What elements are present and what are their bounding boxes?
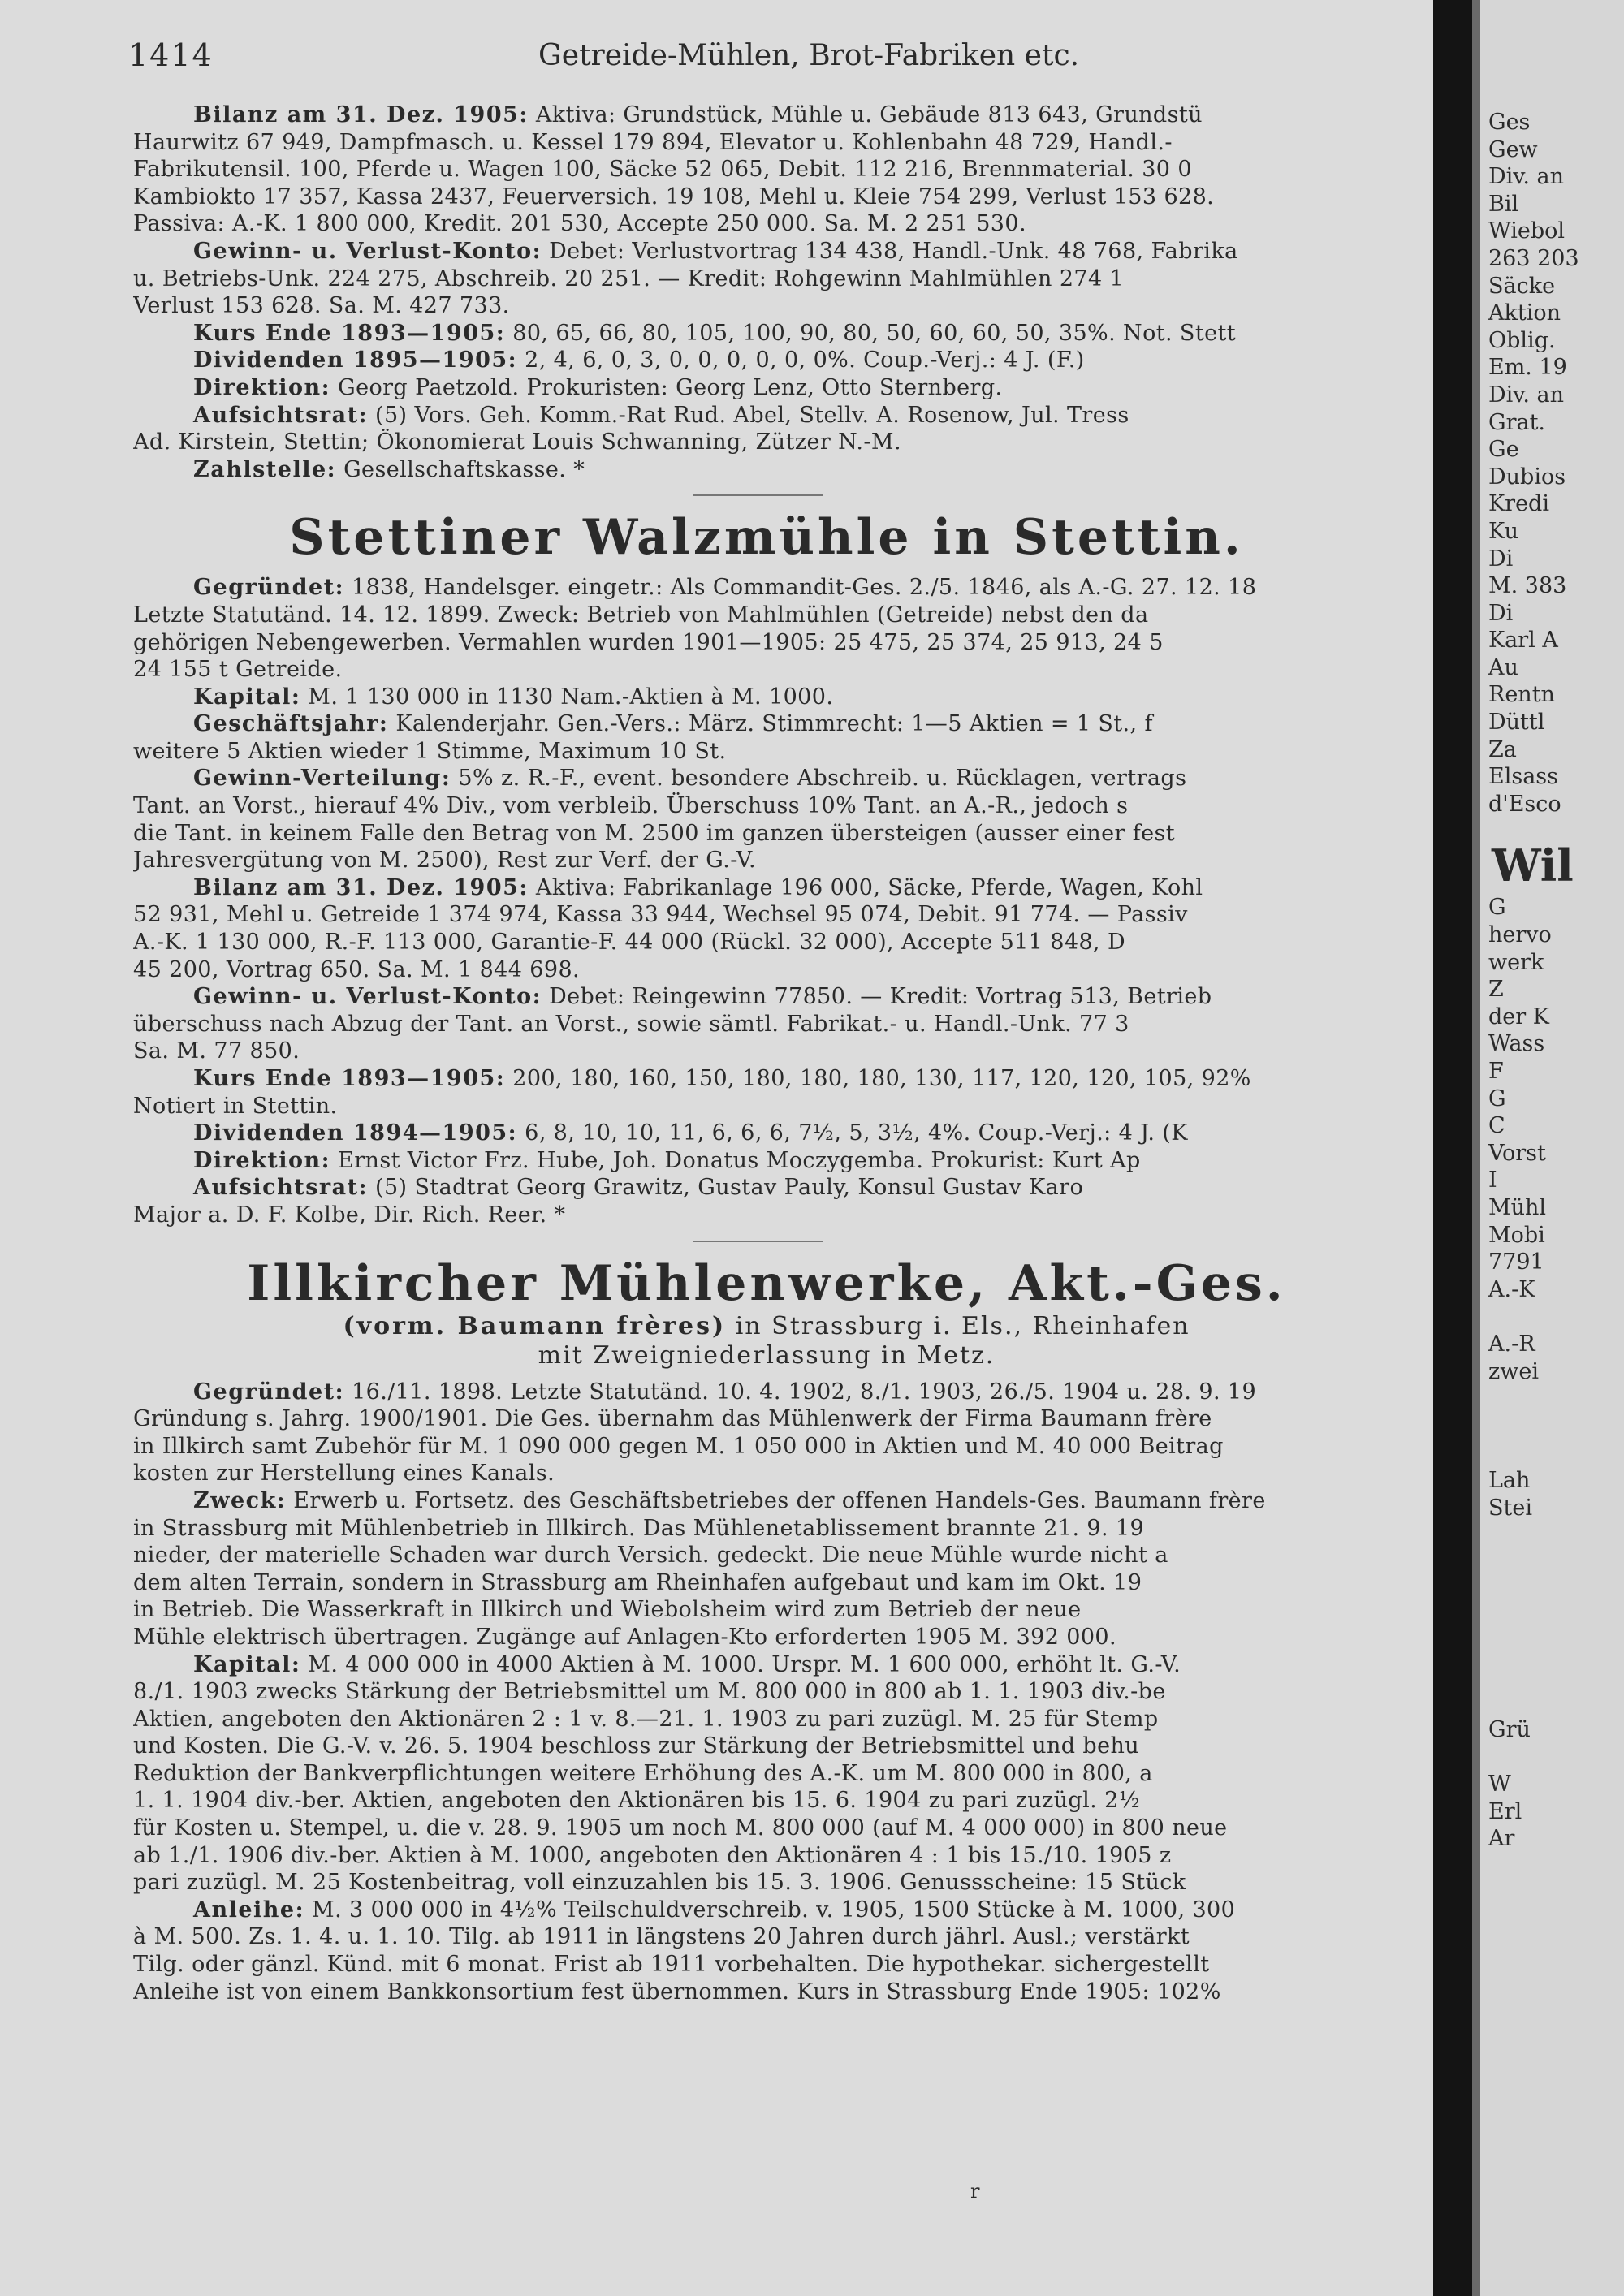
right-page-line: A.-K <box>1488 1276 1535 1302</box>
text-line <box>133 292 1400 320</box>
field-text: (5) Vors. Geh. Komm.-Rat Rud. Abel, Stellv. A. Rosenow, Jul. Tress <box>368 402 1129 428</box>
right-page-line: der K <box>1488 1003 1549 1029</box>
field-label: Aufsichtsrat: <box>193 1175 369 1201</box>
field-text: überschuss nach Abzug der Tant. an Vorst., sowie sämtl. Fabrikat.- u. Handl.-Unk. 77 3 <box>133 1011 1129 1037</box>
right-page-line: werk <box>1488 949 1544 975</box>
text-line <box>133 956 1400 984</box>
right-page-line <box>1480 1744 1624 1772</box>
text-line <box>133 820 1400 848</box>
field-text: Aktiva: Fabrikanlage 196 000, Säcke, Pferde, Wagen, Kohl <box>528 874 1203 900</box>
text-line <box>133 1815 1400 1842</box>
field-label: Gewinn- u. Verlust-Konto: <box>193 984 542 1010</box>
right-page-line <box>1480 1439 1624 1467</box>
text-line <box>133 1787 1400 1815</box>
right-page-line: Em. 19 <box>1488 355 1567 381</box>
right-page-line: G <box>1488 1085 1506 1111</box>
field-text: A.-K. 1 130 000, R.-F. 113 000, Garantie-F. 44 000 (Rückl. 32 000), Accepte 511 848, D <box>133 930 1126 956</box>
right-page-line: G <box>1488 895 1506 921</box>
page-header <box>128 37 1419 78</box>
text-line <box>133 1515 1400 1543</box>
field-text: 5% z. R.-F., event. besondere Abschreib. u. Rücklagen, vertrags <box>451 766 1187 792</box>
right-page-line: Säcke <box>1488 273 1556 299</box>
field-text: Tant. an Vorst., hierauf 4% Div., vom verbleib. Überschuss 10% Tant. an A.-R., jedoch s <box>133 793 1129 819</box>
right-page-line: Ges <box>1488 110 1531 135</box>
field-text: kosten zur Herstellung eines Kanals. <box>133 1461 555 1487</box>
field-text: Kambiokto 17 357, Kassa 2437, Feuerversich. 19 108, Mehl u. Kleie 754 299, Verlust 153 628. <box>133 183 1215 209</box>
text-line <box>133 1678 1400 1706</box>
field-text: 200, 180, 160, 150, 180, 180, 180, 130, 117, 120, 120, 105, 92% <box>505 1066 1251 1091</box>
text-line <box>133 156 1400 183</box>
field-text: Georg Paetzold. Prokuristen: Georg Lenz, Otto Sternberg. <box>330 374 1003 400</box>
text-line <box>133 684 1400 711</box>
right-page-line: Ar <box>1488 1826 1515 1852</box>
field-label: Zahlstelle: <box>193 456 337 482</box>
company-branch: mit Zweigniederlassung in Metz. <box>538 1340 996 1370</box>
text-line <box>133 347 1400 374</box>
field-text: Sa. M. 77 850. <box>133 1038 300 1064</box>
text-line <box>133 1760 1400 1788</box>
text-line <box>133 1011 1400 1038</box>
text-line <box>133 1842 1400 1870</box>
text-line <box>133 1897 1400 1924</box>
right-page-line <box>1480 1413 1624 1440</box>
field-text: ab 1./1. 1906 div.-ber. Aktien à M. 1000, angeboten den Aktionären 4 : 1 bis 15./10. 1905 z <box>133 1842 1172 1868</box>
page-number: 1414 <box>128 37 214 73</box>
text-line <box>133 1706 1400 1733</box>
entry-stettiner-walzmuehle <box>133 574 1400 1228</box>
right-page-line: Grat. <box>1488 409 1546 435</box>
right-page-line: A.-R <box>1488 1331 1535 1357</box>
right-page-line: Mühl <box>1488 1194 1547 1220</box>
right-page-fragment <box>1480 0 1624 2296</box>
field-label: Kurs Ende 1893—1905: <box>193 320 506 346</box>
text-line <box>133 602 1400 629</box>
field-label: Kapital: <box>193 684 301 710</box>
right-page-heading <box>1480 837 1624 894</box>
entry-illkircher-muehlenwerke <box>133 1379 1400 2006</box>
text-line <box>133 874 1400 902</box>
text-line <box>133 1951 1400 1979</box>
field-text: Mühle elektrisch übertragen. Zugänge auf Anlagen-Kto erforderten 1905 M. 392 000. <box>133 1624 1116 1650</box>
text-line <box>133 129 1400 157</box>
text-column <box>133 101 1400 2005</box>
field-text: gehörigen Nebengewerben. Vermahlen wurden 1901—1905: 25 475, 25 374, 25 913, 24 5 <box>133 629 1164 655</box>
field-text: Jahresvergütung von M. 2500), Rest zur Verf. der G.-V. <box>133 848 756 874</box>
text-line <box>133 901 1400 929</box>
text-line <box>133 1433 1400 1461</box>
right-page-heading-text: Wil <box>1492 839 1574 892</box>
right-page-line: Di <box>1488 546 1514 572</box>
field-text: Debet: Reingewinn 77850. — Kredit: Vortrag 513, Betrieb <box>542 984 1212 1010</box>
right-page-line: Wiebol <box>1488 218 1566 244</box>
field-text: 8./1. 1903 zwecks Stärkung der Betriebsmittel um M. 800 000 in 800 ab 1. 1. 1903 div.-be <box>133 1679 1166 1705</box>
right-page-line: Vorst <box>1488 1140 1546 1166</box>
field-label: Geschäftsjahr: <box>193 711 389 737</box>
text-line <box>133 101 1400 129</box>
field-label: Gegründet: <box>193 575 345 601</box>
right-page-line: Mobi <box>1488 1222 1545 1248</box>
field-text: à M. 500. Zs. 1. 4. u. 1. 10. Tilg. ab 1911 in längstens 20 Jahren durch jährl. Ausl.; verstärkt <box>133 1924 1190 1950</box>
field-text: M. 3 000 000 in 4½% Teilschuldverschreib. v. 1905, 1500 Stücke à M. 1000, 300 <box>304 1897 1236 1923</box>
field-text: Ad. Kirstein, Stettin; Ökonomierat Louis Schwanning, Zützer N.-M. <box>133 429 901 455</box>
text-line <box>133 210 1400 238</box>
text-line <box>133 1569 1400 1597</box>
text-line <box>133 656 1400 684</box>
right-page-line: Dubios <box>1488 464 1566 490</box>
right-page-line: Wass <box>1488 1031 1545 1057</box>
right-page-lines-bottom <box>1480 1716 1624 1853</box>
text-line <box>133 456 1400 484</box>
book-gutter <box>1433 0 1472 2296</box>
section-divider <box>693 1241 823 1242</box>
field-text: Gesellschaftskasse. * <box>336 456 585 482</box>
text-line <box>133 238 1400 265</box>
right-page-line: Aktion <box>1488 300 1561 326</box>
field-text: 45 200, Vortrag 650. Sa. M. 1 844 698. <box>133 956 581 982</box>
text-line <box>133 402 1400 429</box>
text-line <box>133 429 1400 456</box>
right-page-line: F <box>1488 1059 1504 1084</box>
field-text: 52 931, Mehl u. Getreide 1 374 974, Kassa 33 944, Wechsel 95 074, Debit. 91 774. — Passiv <box>133 902 1188 928</box>
field-text: 80, 65, 66, 80, 105, 100, 90, 80, 50, 60, 60, 50, 35%. Not. Stett <box>505 320 1236 346</box>
field-text: 2, 4, 6, 0, 3, 0, 0, 0, 0, 0, 0%. Coup.-Verj.: 4 J. (F.) <box>517 347 1085 373</box>
field-text: Anleihe ist von einem Bankkonsortium fest übernommen. Kurs in Strassburg Ende 1905: 102% <box>133 1979 1221 2005</box>
text-line <box>133 574 1400 602</box>
right-page-line: Erl <box>1488 1798 1522 1824</box>
field-text: Ernst Victor Frz. Hube, Joh. Donatus Moczygemba. Prokurist: Kurt Ap <box>330 1147 1141 1173</box>
field-text: M. 1 130 000 in 1130 Nam.-Aktien à M. 1000. <box>300 684 834 710</box>
text-line <box>133 1624 1400 1651</box>
field-text: dem alten Terrain, sondern in Strassburg am Rheinhafen aufgebaut und kam im Okt. 19 <box>133 1569 1142 1595</box>
section-divider <box>693 494 823 496</box>
text-line <box>133 1202 1400 1229</box>
field-text: Kalenderjahr. Gen.-Vers.: März. Stimmrecht: 1—5 Aktien = 1 St., f <box>388 711 1153 737</box>
field-text: 1838, Handelsger. eingetr.: Als Commandit-Ges. 2./5. 1846, als A.-G. 27. 12. 18 <box>344 575 1257 601</box>
field-text: weitere 5 Aktien wieder 1 Stimme, Maximum 10 St. <box>133 738 727 764</box>
right-page-line: hervo <box>1488 922 1552 948</box>
field-text: Major a. D. F. Kolbe, Dir. Rich. Reer. * <box>133 1202 566 1228</box>
right-page-line: Karl A <box>1488 628 1558 654</box>
field-label: Direktion: <box>193 374 331 400</box>
text-line <box>133 847 1400 874</box>
field-text: Verlust 153 628. Sa. M. 427 733. <box>133 293 510 319</box>
field-text: 24 155 t Getreide. <box>133 657 343 683</box>
field-text: Passiva: A.-K. 1 800 000, Kredit. 201 530, Accepte 250 000. Sa. M. 2 251 530. <box>133 211 1026 237</box>
right-page-line: Za <box>1488 736 1517 762</box>
text-line <box>133 765 1400 792</box>
running-title: Getreide-Mühlen, Brot-Fabriken etc. <box>538 39 1080 72</box>
right-page-line: Düttl <box>1488 710 1545 736</box>
text-line <box>133 265 1400 293</box>
company-title-stettiner-walzmuehle: Stettiner Walzmühle in Stettin. <box>289 509 1244 567</box>
field-label: Dividenden 1894—1905: <box>193 1120 518 1146</box>
text-line <box>133 1487 1400 1515</box>
right-page-line: Div. an <box>1488 164 1564 190</box>
text-line <box>133 629 1400 657</box>
right-page-line: Bil <box>1488 191 1519 217</box>
text-line <box>133 710 1400 738</box>
right-page-lines-middle <box>1480 894 1624 1521</box>
right-page-line: M. 383 <box>1488 573 1567 599</box>
company-former-name: (vorm. Baumann frères) <box>343 1311 727 1340</box>
right-page-line: W <box>1488 1772 1511 1798</box>
right-page-line: Oblig. <box>1488 327 1556 353</box>
field-label: Kapital: <box>193 1651 301 1677</box>
field-text: in Strassburg mit Mühlenbetrieb in Illkirch. Das Mühlenetablissement brannte 21. 9. 19 <box>133 1515 1145 1541</box>
right-page-line: I <box>1488 1167 1497 1193</box>
right-page-line: Kredi <box>1488 491 1549 517</box>
field-text: Erwerb u. Fortsetz. des Geschäftsbetriebes der offenen Handels-Ges. Baumann frère <box>286 1487 1266 1513</box>
right-page-line: 7791 <box>1488 1249 1544 1275</box>
field-text: Debet: Verlustvortrag 134 438, Handl.-Unk. 48 768, Fabrika <box>542 238 1238 264</box>
field-text: 16./11. 1898. Letzte Statutänd. 10. 4. 1902, 8./1. 1903, 26./5. 1904 u. 28. 9. 19 <box>344 1379 1257 1405</box>
right-page-line: Ku <box>1488 518 1518 544</box>
field-text: Aktien, angeboten den Aktionären 2 : 1 v. 8.—21. 1. 1903 zu pari zuzügl. M. 25 für Stemp <box>133 1706 1159 1732</box>
text-line <box>133 1038 1400 1065</box>
field-label: Zweck: <box>193 1487 287 1513</box>
field-label: Bilanz am 31. Dez. 1905: <box>193 874 529 900</box>
text-line <box>133 1120 1400 1147</box>
right-page-lines-top <box>1480 109 1624 818</box>
text-line <box>133 1460 1400 1487</box>
right-page-line: C <box>1488 1113 1505 1139</box>
right-page-line: Elsass <box>1488 764 1559 790</box>
text-line <box>133 183 1400 211</box>
text-line <box>133 1869 1400 1897</box>
text-line <box>133 1065 1400 1093</box>
field-text: Fabrikutensil. 100, Pferde u. Wagen 100, Säcke 52 065, Debit. 112 216, Brennmaterial. 30 0 <box>133 157 1192 183</box>
right-page-line: Div. an <box>1488 382 1564 408</box>
company-title-illkircher-muehlenwerke: Illkircher Mühlenwerke, Akt.-Ges. <box>247 1254 1286 1312</box>
text-line <box>133 1379 1400 1406</box>
right-page-line: Stei <box>1488 1495 1532 1521</box>
right-page-line: zwei <box>1488 1358 1539 1384</box>
field-label: Kurs Ende 1893—1905: <box>193 1066 506 1091</box>
field-text: in Betrieb. Die Wasserkraft in Illkirch und Wiebolsheim wird zum Betrieb der neue <box>133 1597 1082 1623</box>
text-line <box>133 1733 1400 1760</box>
text-line <box>133 792 1400 820</box>
text-line <box>133 1174 1400 1202</box>
field-text: Notiert in Stettin. <box>133 1093 338 1119</box>
field-label: Bilanz am 31. Dez. 1905: <box>193 102 529 127</box>
right-page-line: Di <box>1488 600 1514 626</box>
text-line <box>133 738 1400 766</box>
field-text: 6, 8, 10, 10, 11, 6, 6, 6, 7½, 5, 3½, 4%. Coup.-Verj.: 4 J. (K <box>517 1120 1188 1146</box>
gutter-edge <box>1472 0 1480 2296</box>
right-page-line: Grü <box>1488 1717 1531 1743</box>
text-line <box>133 1147 1400 1175</box>
text-line <box>133 1596 1400 1624</box>
right-page-line: d'Esco <box>1488 791 1561 817</box>
text-line <box>133 983 1400 1011</box>
text-line <box>133 320 1400 347</box>
text-line <box>133 1651 1400 1679</box>
right-page-line: Ge <box>1488 437 1519 463</box>
field-text: 1. 1. 1904 div.-ber. Aktien, angeboten den Aktionären bis 15. 6. 1904 zu pari zuzügl. 2½ <box>133 1788 1141 1814</box>
right-page-line: Gew <box>1488 136 1538 162</box>
right-page-line: Rentn <box>1488 682 1555 708</box>
company-location: in Strassburg i. Els., Rheinhafen <box>726 1311 1190 1340</box>
field-text: pari zuzügl. M. 25 Kostenbeitrag, voll einzuzahlen bis 15. 3. 1906. Genussscheine: 15 Stück <box>133 1870 1186 1896</box>
field-text: u. Betriebs-Unk. 224 275, Abschreib. 20 251. — Kredit: Rohgewinn Mahlmühlen 274 1 <box>133 265 1125 291</box>
right-page-line: Au <box>1488 654 1518 680</box>
field-text: in Illkirch samt Zubehör für M. 1 090 000 gegen M. 1 050 000 in Aktien und M. 40 000 Beitrag <box>133 1433 1224 1459</box>
field-text: Tilg. oder gänzl. Künd. mit 6 monat. Frist ab 1911 vorbehalten. Die hypothekar. sichergestellt <box>133 1952 1210 1978</box>
field-label: Gegründet: <box>193 1379 345 1405</box>
field-label: Direktion: <box>193 1147 331 1173</box>
field-text: Haurwitz 67 949, Dampfmasch. u. Kessel 179 894, Elevator u. Kohlenbahn 48 729, Handl.- <box>133 129 1173 155</box>
entry-previous-company <box>133 101 1400 483</box>
field-label: Aufsichtsrat: <box>193 402 369 428</box>
field-text: für Kosten u. Stempel, u. die v. 28. 9. 1905 um noch M. 800 000 (auf M. 4 000 000) in 800 neue <box>133 1815 1228 1841</box>
field-label: Gewinn- u. Verlust-Konto: <box>193 238 542 264</box>
field-text: und Kosten. Die G.-V. v. 26. 5. 1904 beschloss zur Stärkung der Betriebsmittel und behu <box>133 1733 1140 1759</box>
field-text: Letzte Statutänd. 14. 12. 1899. Zweck: Betrieb von Mahlmühlen (Getreide) nebst den da <box>133 602 1149 628</box>
field-text: die Tant. in keinem Falle den Betrag von M. 2500 im ganzen übersteigen (ausser einer fest <box>133 820 1176 846</box>
right-page-line: Z <box>1488 977 1504 1003</box>
right-page-line <box>1480 1385 1624 1413</box>
text-line <box>133 1923 1400 1951</box>
field-label: Anleihe: <box>193 1897 305 1923</box>
text-line <box>133 1093 1400 1120</box>
right-page-line <box>1480 1303 1624 1331</box>
right-page-line: 263 203 <box>1488 245 1579 271</box>
field-text: Reduktion der Bankverpflichtungen weitere Erhöhung des A.-K. um M. 800 000 in 800, a <box>133 1760 1153 1786</box>
field-text: Aktiva: Grundstück, Mühle u. Gebäude 813 643, Grundstü <box>528 102 1203 127</box>
stray-mark: r <box>970 2180 980 2203</box>
text-line <box>133 1405 1400 1433</box>
field-text: (5) Stadtrat Georg Grawitz, Gustav Pauly, Konsul Gustav Karo <box>368 1175 1084 1201</box>
field-text: Gründung s. Jahrg. 1900/1901. Die Ges. übernahm das Mühlenwerk der Firma Baumann frère <box>133 1406 1212 1432</box>
text-line <box>133 1542 1400 1569</box>
right-page-line: Lah <box>1488 1467 1531 1493</box>
field-text: nieder, der materielle Schaden war durch Versich. gedeckt. Die neue Mühle wurde nicht a <box>133 1543 1168 1569</box>
text-line <box>133 1979 1400 2006</box>
field-text: M. 4 000 000 in 4000 Aktien à M. 1000. Urspr. M. 1 600 000, erhöht lt. G.-V. <box>300 1651 1181 1677</box>
company-subtitle <box>133 1312 1400 1341</box>
text-line <box>133 929 1400 956</box>
field-label: Gewinn-Verteilung: <box>193 766 451 792</box>
field-label: Dividenden 1895—1905: <box>193 347 518 373</box>
text-line <box>133 374 1400 402</box>
